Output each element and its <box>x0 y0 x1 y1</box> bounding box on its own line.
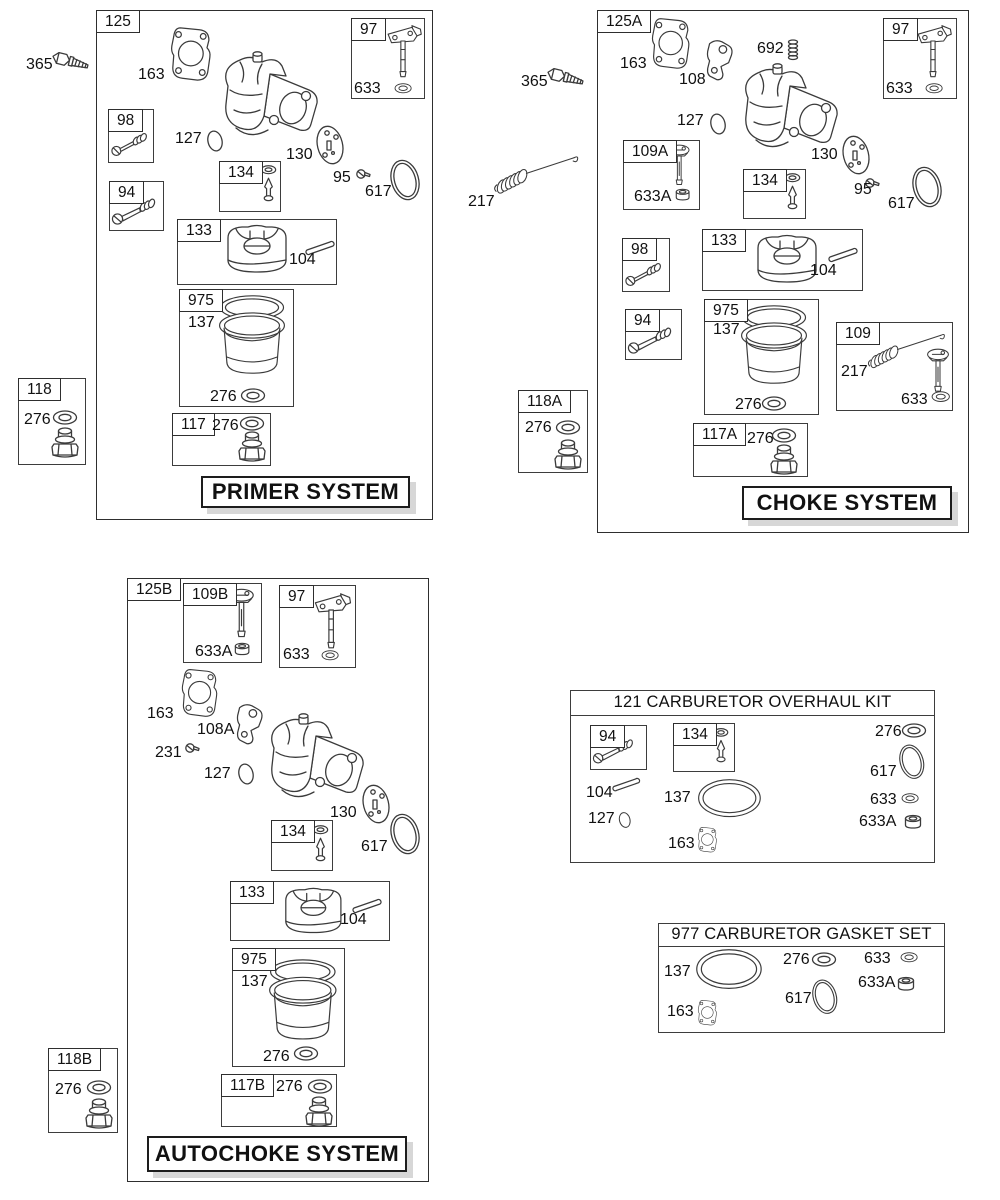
part-number-137: 137 <box>241 973 268 990</box>
part-number-276: 276 <box>263 1048 290 1065</box>
box-tag-97: 97 <box>279 585 314 608</box>
part-number-130: 130 <box>286 146 313 163</box>
box-tag-109A: 109A <box>623 140 677 163</box>
box-tag-133: 133 <box>177 219 221 242</box>
part-number-104: 104 <box>340 911 367 928</box>
part-number-633A: 633A <box>858 974 896 991</box>
part-number-633: 633 <box>864 950 891 967</box>
part-number-617: 617 <box>870 763 897 780</box>
box-tag-118B: 118B <box>48 1048 101 1071</box>
part-number-130: 130 <box>330 804 357 821</box>
part-number-163: 163 <box>620 55 647 72</box>
box-tag-94: 94 <box>590 725 625 748</box>
part-number-365: 365 <box>26 56 53 73</box>
part-number-104: 104 <box>289 251 316 268</box>
box-tag-125B: 125B <box>127 578 181 601</box>
box-tag-98: 98 <box>622 238 657 261</box>
box-tag-97: 97 <box>351 18 386 41</box>
box-tag-118: 118 <box>18 378 61 401</box>
box-tag-117A: 117A <box>693 423 746 446</box>
box-tag-133: 133 <box>230 881 274 904</box>
part-number-617: 617 <box>361 838 388 855</box>
box-tag-975: 975 <box>704 299 748 322</box>
part-number-217: 217 <box>468 193 495 210</box>
primer-system-caption: PRIMER SYSTEM <box>201 476 410 508</box>
box-tag-109B: 109B <box>183 583 237 606</box>
part-number-127: 127 <box>204 765 231 782</box>
box-tag-975: 975 <box>179 289 223 312</box>
box-tag-94: 94 <box>625 309 660 332</box>
part-number-276: 276 <box>276 1078 303 1095</box>
part-number-95: 95 <box>333 169 351 186</box>
box-tag-134: 134 <box>673 723 717 746</box>
autochoke-system-caption: AUTOCHOKE SYSTEM <box>147 1136 407 1172</box>
box-tag-97: 97 <box>883 18 918 41</box>
part-number-276: 276 <box>735 396 762 413</box>
part-number-276: 276 <box>525 419 552 436</box>
part-number-276: 276 <box>24 411 51 428</box>
part-number-127: 127 <box>588 810 615 827</box>
box-tag-94: 94 <box>109 181 144 204</box>
part-number-365: 365 <box>521 73 548 90</box>
box-tag-117: 117 <box>172 413 215 436</box>
carburetor-gasket-set-title: 977 CARBURETOR GASKET SET <box>658 923 945 947</box>
box-tag-125: 125 <box>96 10 140 33</box>
part-number-276: 276 <box>747 430 774 447</box>
part-number-127: 127 <box>175 130 202 147</box>
part-number-633: 633 <box>886 80 913 97</box>
part-number-163: 163 <box>138 66 165 83</box>
part-number-163: 163 <box>668 835 695 852</box>
box-tag-125A: 125A <box>597 10 651 33</box>
part-number-276: 276 <box>210 388 237 405</box>
part-number-130: 130 <box>811 146 838 163</box>
part-number-633: 633 <box>870 791 897 808</box>
box-tag-134: 134 <box>219 161 263 184</box>
part-number-617: 617 <box>888 195 915 212</box>
part-number-163: 163 <box>147 705 174 722</box>
part-number-127: 127 <box>677 112 704 129</box>
part-number-137: 137 <box>713 321 740 338</box>
part-number-95: 95 <box>854 181 872 198</box>
part-number-137: 137 <box>664 789 691 806</box>
box-tag-975: 975 <box>232 948 276 971</box>
box-tag-118A: 118A <box>518 390 571 413</box>
part-number-633: 633 <box>901 391 928 408</box>
part-number-617: 617 <box>785 990 812 1007</box>
part-number-633A: 633A <box>195 643 233 660</box>
part-number-617: 617 <box>365 183 392 200</box>
part-number-633A: 633A <box>634 188 672 205</box>
part-number-276: 276 <box>55 1081 82 1098</box>
box-tag-109: 109 <box>836 322 880 345</box>
carburetor-overhaul-kit-title: 121 CARBURETOR OVERHAUL KIT <box>570 690 935 716</box>
part-number-104: 104 <box>810 262 837 279</box>
part-number-108A: 108A <box>197 721 235 738</box>
part-number-137: 137 <box>188 314 215 331</box>
box-tag-117B: 117B <box>221 1074 274 1097</box>
part-number-276: 276 <box>783 951 810 968</box>
part-number-104: 104 <box>586 784 613 801</box>
box-tag-134: 134 <box>743 169 787 192</box>
part-number-633: 633 <box>354 80 381 97</box>
part-number-276: 276 <box>875 723 902 740</box>
box-tag-133: 133 <box>702 229 746 252</box>
part-number-231: 231 <box>155 744 182 761</box>
part-number-163: 163 <box>667 1003 694 1020</box>
part-number-692: 692 <box>757 40 784 57</box>
part-number-108: 108 <box>679 71 706 88</box>
part-number-633A: 633A <box>859 813 897 830</box>
part-number-217: 217 <box>841 363 868 380</box>
choke-system-caption: CHOKE SYSTEM <box>742 486 952 520</box>
part-number-633: 633 <box>283 646 310 663</box>
box-tag-98: 98 <box>108 109 143 132</box>
part-number-137: 137 <box>664 963 691 980</box>
part-number-276: 276 <box>212 417 239 434</box>
box-tag-134: 134 <box>271 820 315 843</box>
